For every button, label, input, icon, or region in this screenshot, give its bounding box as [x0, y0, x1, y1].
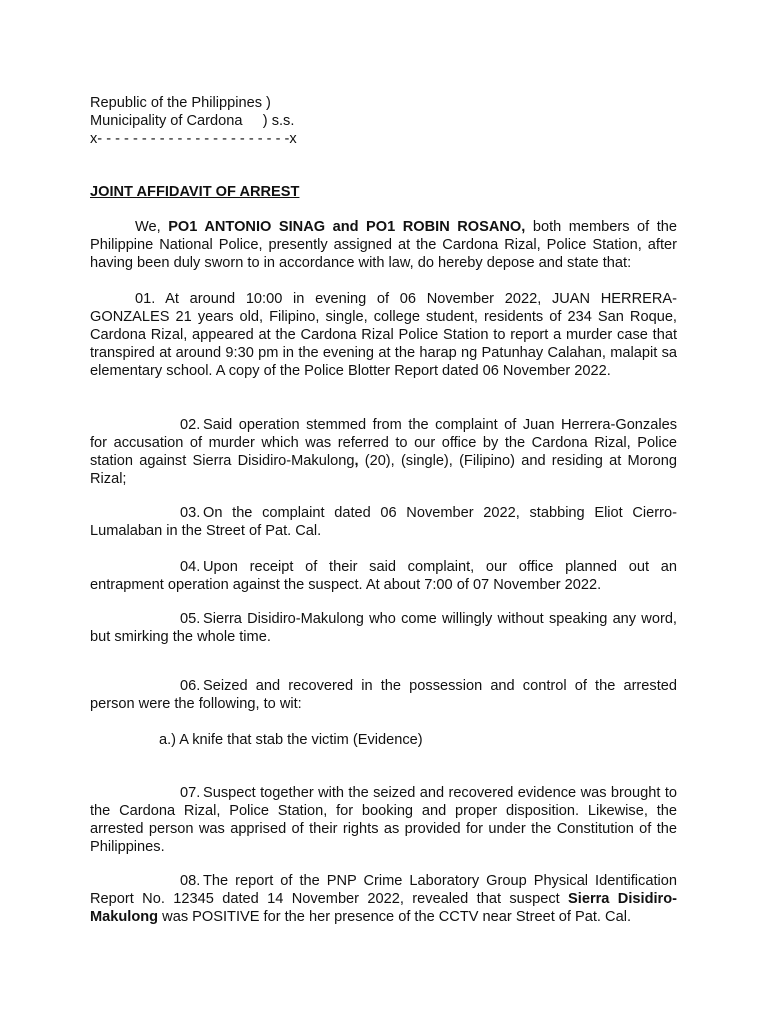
- document-title: JOINT AFFIDAVIT OF ARREST: [90, 184, 300, 200]
- header-municipality: Municipality of Cardona ) s.s.: [90, 113, 295, 129]
- paragraph-06: 06. Seized and recovered in the possession and control of the arrested person were the following, to wit:: [90, 678, 677, 712]
- document-header: [90, 94, 677, 148]
- header-separator: x- - - - - - - - - - - - - - - - - - - - - -x: [90, 131, 297, 147]
- paragraph-number: 05.: [180, 611, 201, 627]
- paragraph-number: 02.: [180, 417, 201, 433]
- paragraph-01: 01. At around 10:00 in evening of 06 November 2022, JUAN HERRERA-GONZALES 21 years old, Filipino, single, college student, residents of 234 San Roque, Cardona Rizal, appeared at the Cardona Rizal Police Station to report a murder case that transpired at around 9:30 pm in the evening at the harap ng Patunhay Calahan, malapit sa elementary school. A copy of the Police Blotter Report dated 06 November 2022.: [90, 291, 677, 379]
- paragraph-05: 05. Sierra Disidiro-Makulong who come willingly without speaking any word, but smirking the whole time.: [90, 611, 677, 645]
- paragraph-03: 03. On the complaint dated 06 November 2022, stabbing Eliot Cierro-Lumalaban in the Street of Pat. Cal.: [90, 505, 677, 539]
- paragraph-number: 08.: [180, 873, 201, 889]
- paragraph-04: 04. Upon receipt of their said complaint, our office planned out an entrapment operation against the suspect. At about 7:00 of 07 November 2022.: [90, 559, 677, 593]
- paragraph-number: 03.: [180, 505, 201, 521]
- paragraph-02: 02. Said operation stemmed from the complaint of Juan Herrera-Gonzales for accusation of murder which was referred to our office by the Cardona Rizal, Police station against Sierra Disidiro-Makulong, (20), (single), (Filipino) and residing at Morong Rizal;: [90, 417, 677, 487]
- paragraph-number: 06.: [180, 678, 201, 694]
- paragraph-number: 04.: [180, 559, 201, 575]
- evidence-item-a: a.) A knife that stab the victim (Evidence): [159, 732, 423, 748]
- header-republic: Republic of the Philippines ): [90, 95, 271, 111]
- officer-names: PO1 ANTONIO SINAG and PO1 ROBIN ROSANO,: [168, 219, 526, 235]
- paragraph-08: 08. The report of the PNP Crime Laboratory Group Physical Identification Report No. 12345 dated 14 November 2022, revealed that suspect Sierra Disidiro-Makulong was POSITIVE for the her presence of the CCTV near Street of Pat. Cal.: [90, 873, 677, 925]
- paragraph-number: 07.: [180, 785, 201, 801]
- paragraph-07: 07. Suspect together with the seized and recovered evidence was brought to the Cardona Rizal, Police Station, for booking and proper disposition. Likewise, the arrested person was apprised of their rights as provided for under the Constitution of the Philippines.: [90, 785, 677, 855]
- paragraph-intro: We, PO1 ANTONIO SINAG and PO1 ROBIN ROSANO, both members of the Philippine National Police, presently assigned at the Cardona Rizal, Police Station, after having been duly sworn to in accordance with law, do hereby depose and state that:: [90, 219, 677, 271]
- suspect-name: Sierra Disidiro-Makulong: [90, 891, 677, 925]
